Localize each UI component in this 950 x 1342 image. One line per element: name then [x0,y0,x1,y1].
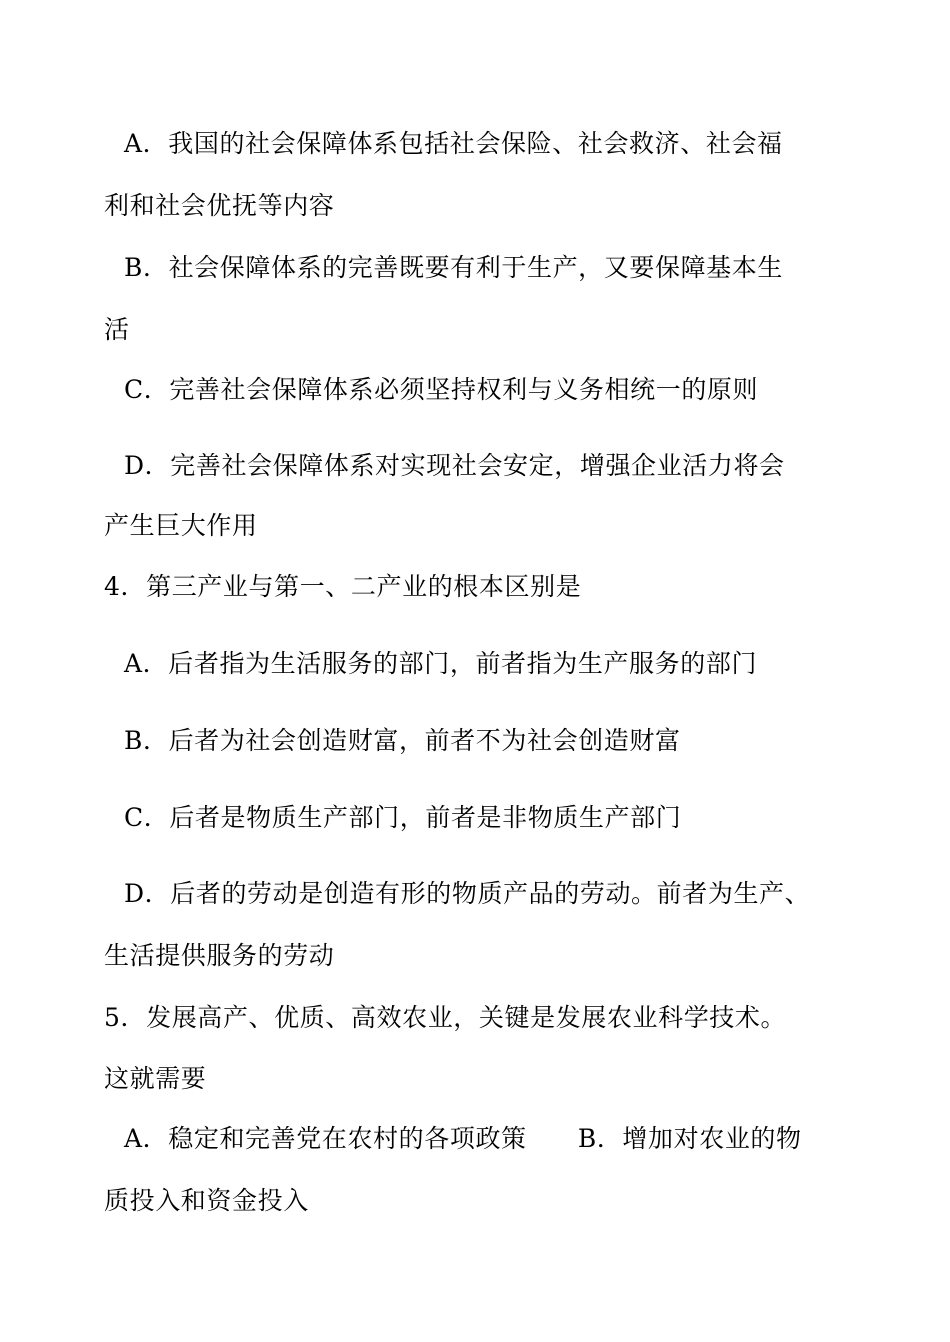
q3-option-c: C．完善社会保障体系必须坚持权利与义务相统一的原则 [124,375,759,404]
q3-option-a-line-1: A．我国的社会保障体系包括社会保险、社会救济、社会福 [124,129,783,158]
q4-question: 4．第三产业与第一、二产业的根本区别是 [104,572,582,601]
q3-option-d-line-2: 产生巨大作用 [104,511,258,540]
q5-option-b-line-2: 质投入和资金投入 [104,1186,309,1215]
q3-option-b-line-2: 活 [104,315,130,344]
q4-option-c: C．后者是物质生产部门，前者是非物质生产部门 [124,803,682,832]
q3-option-a-line-2: 利和社会优抚等内容 [104,191,335,220]
q5-question-line-1: 5．发展高产、优质、高效农业，关键是发展农业科学技术。 [104,1003,787,1032]
q4-option-d-line-1: D．后者的劳动是创造有形的物质产品的劳动。前者为生产、 [124,879,811,908]
q5-option-a-b-line-1: A．稳定和完善党在农村的各项政策 B．增加对农业的物 [124,1124,802,1153]
q5-question-line-2: 这就需要 [104,1064,207,1093]
q4-option-b: B．后者为社会创造财富，前者不为社会创造财富 [124,726,681,755]
q4-option-d-line-2: 生活提供服务的劳动 [104,941,335,970]
q3-option-d-line-1: D．完善社会保障体系对实现社会安定，增强企业活力将会 [124,451,785,480]
q4-option-a: A．后者指为生活服务的部门，前者指为生产服务的部门 [124,649,758,678]
q3-option-b-line-1: B．社会保障体系的完善既要有利于生产，又要保障基本生 [124,253,783,282]
